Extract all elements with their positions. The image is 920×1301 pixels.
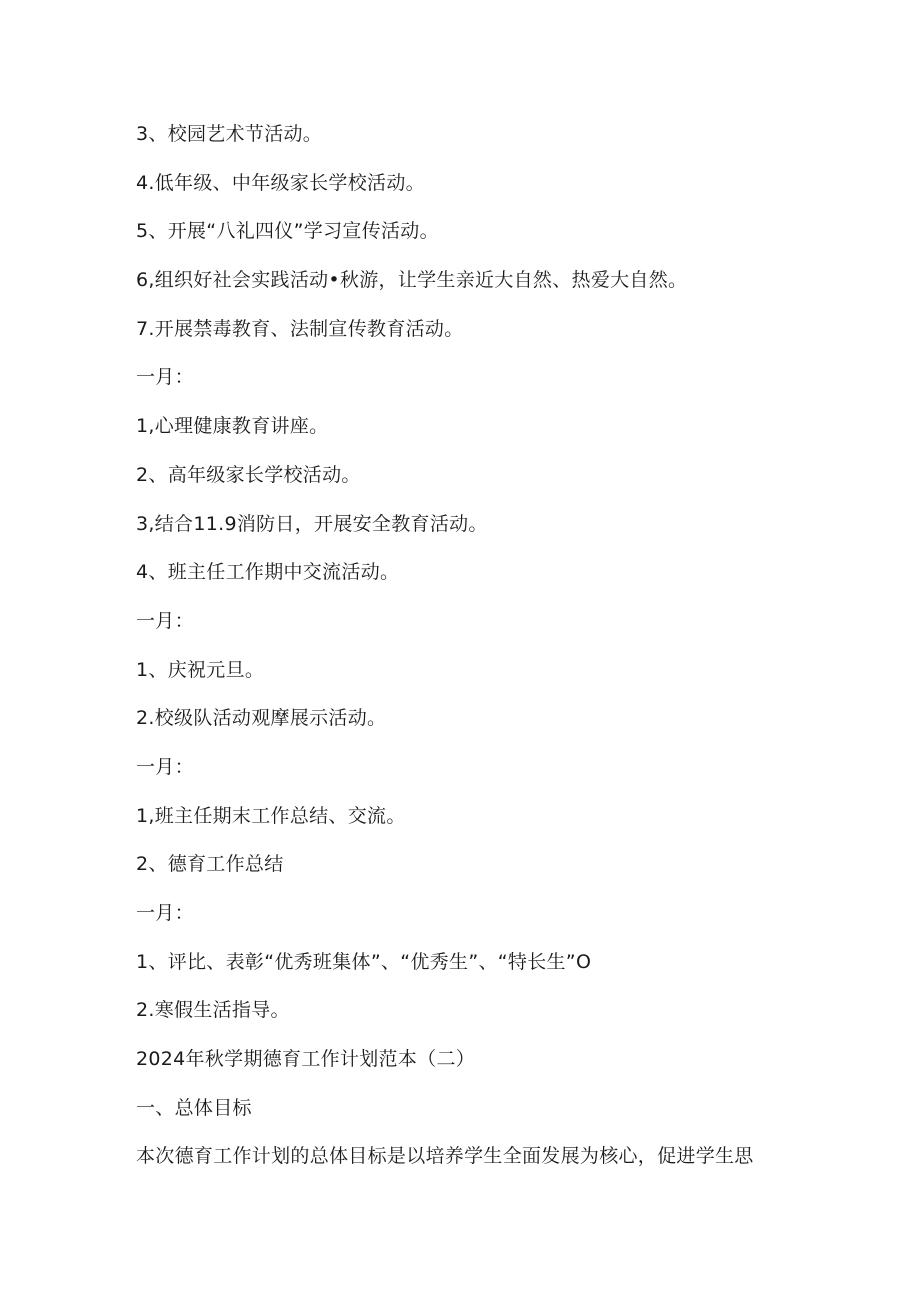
list-item: 3,结合11.9消防日，开展安全教育活动。: [136, 512, 488, 535]
list-item: 1,心理健康教育讲座。: [136, 415, 329, 438]
month-heading: 一月：: [136, 755, 194, 778]
list-item: 7.开展禁毒教育、法制宣传教育活动。: [136, 317, 464, 340]
section-title: 2024年秋学期德育工作计划范本（二）: [136, 1048, 476, 1071]
month-heading: 一月：: [136, 609, 194, 632]
section-heading: 一、总体目标: [136, 1096, 252, 1119]
list-item: 6,组织好社会实践活动•秋游，让学生亲近大自然、热爱大自然。: [136, 269, 688, 292]
list-item: 2、高年级家长学校活动。: [136, 463, 361, 486]
list-item: 2、德育工作总结: [136, 853, 284, 876]
list-item: 2.校级队活动观摩展示活动。: [136, 707, 387, 730]
month-heading: 一月：: [136, 366, 194, 389]
list-item: 5、开展“八礼四仪”学习宣传活动。: [136, 220, 439, 243]
list-item: 2.寒假生活指导。: [136, 999, 290, 1022]
list-item: 1、庆祝元旦。: [136, 658, 265, 681]
list-item: 4.低年级、中年级家长学校活动。: [136, 171, 425, 194]
list-item: 1,班主任期末工作总结、交流。: [136, 804, 406, 827]
list-item: 3、校园艺术节活动。: [136, 123, 323, 145]
paragraph: 本次德育工作计划的总体目标是以培养学生全面发展为核心，促进学生思: [136, 1145, 754, 1168]
list-item: 4、班主任工作期中交流活动。: [136, 561, 400, 584]
document-body: [136, 120, 796, 1191]
month-heading: 一月：: [136, 902, 194, 924]
list-item: 1、评比、表彰“优秀班集体”、“优秀生”、“特长生”O: [136, 950, 592, 973]
